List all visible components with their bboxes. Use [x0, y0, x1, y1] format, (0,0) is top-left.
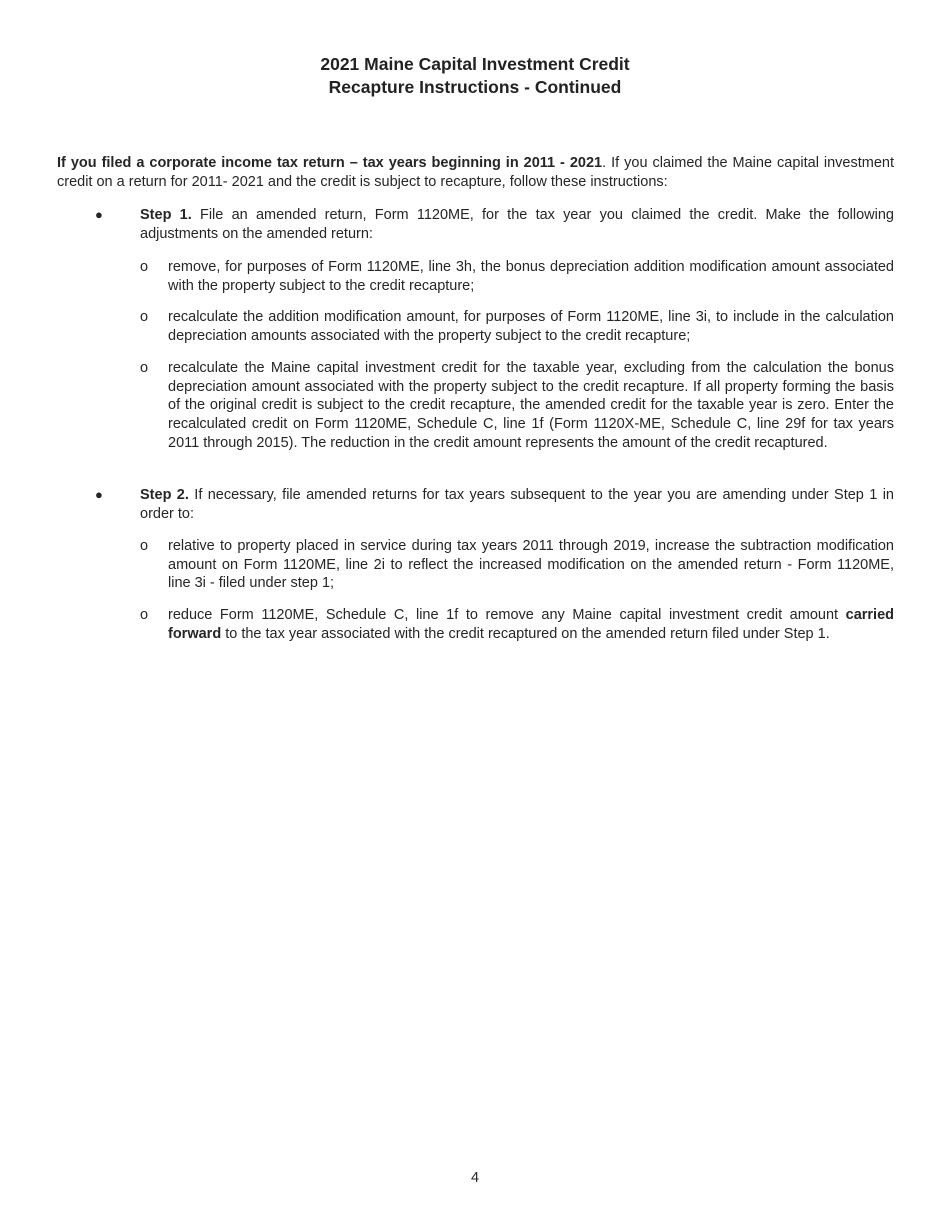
- intro-bold-lead: If you filed a corporate income tax return – tax years beginning in 2011 - 2021: [57, 155, 603, 171]
- step-1-text: File an amended return, Form 1120ME, for the tax year you claimed the credit. Make the following adjustments on the amended return:: [140, 207, 894, 242]
- page-title: [0, 53, 950, 98]
- sub-bullet-icon: o: [140, 309, 149, 325]
- step-2: [95, 486, 894, 523]
- sub-bullet-icon: o: [140, 259, 149, 275]
- bullet-icon: ●: [95, 487, 103, 502]
- step-1-subitem-1: [140, 258, 894, 295]
- sub-bullet-icon: o: [140, 538, 149, 554]
- subitem-text-before: reduce Form 1120ME, Schedule C, line 1f to remove any Maine capital investment credit amount: [168, 607, 846, 623]
- step-2-subitem-1: [140, 537, 894, 593]
- step-1-label: Step 1.: [140, 207, 192, 223]
- step-2-text: If necessary, file amended returns for tax years subsequent to the year you are amending under Step 1 in order to:: [140, 487, 894, 522]
- subitem-text-after: to the tax year associated with the credit recaptured on the amended return filed under Step 1.: [221, 625, 830, 642]
- sub-bullet-icon: o: [140, 360, 149, 376]
- page-title-line-2: Recapture Instructions - Continued: [328, 76, 622, 97]
- subitem-text: recalculate the addition modification amount, for purposes of Form 1120ME, line 3i, to include in the calculation depreciation amounts associated with the property subject to the credit recapture;: [168, 309, 894, 344]
- intro-paragraph: [57, 154, 894, 191]
- subitem-text: remove, for purposes of Form 1120ME, line 3h, the bonus depreciation addition modification amount associated with the property subject to the credit recapture;: [168, 259, 894, 294]
- page-title-line-1: 2021 Maine Capital Investment Credit: [320, 54, 630, 74]
- subitem-text: recalculate the Maine capital investment credit for the taxable year, excluding from the calculation the bonus depreciation amount associated with the property subject to the credit recapture. If all property forming the basis of the original credit is subject to the credit recapture, the amended credit for the taxable year is zero. Enter the recalculated credit on Form 1120ME, Schedule C, line 1f (Form 1120X-ME, Schedule C, line 29f for tax years 2011 through 2015). The reduction in the credit amount represents the amount of the credit recaptured.: [168, 360, 894, 451]
- bullet-icon: ●: [95, 207, 103, 222]
- subitem-text: relative to property placed in service during tax years 2011 through 2019, increase the subtraction modification amount on Form 1120ME, line 2i to reflect the increased modification on the amended return - Form 1120ME, line 3i - filed under step 1;: [168, 538, 894, 592]
- step-1: [95, 206, 894, 243]
- step-1-subitem-3: [140, 359, 894, 453]
- subitem-bold-text: carried forward: [168, 607, 894, 642]
- step-2-label: Step 2.: [140, 487, 189, 503]
- page-number: 4: [470, 1170, 480, 1186]
- intro-text: . If you claimed the Maine capital investment credit on a return for 2011- 2021 and the credit is subject to recapture, follow these instructions:: [57, 155, 894, 190]
- sub-bullet-icon: o: [140, 607, 149, 623]
- step-2-subitem-2: [140, 606, 894, 643]
- step-1-subitem-2: [140, 308, 894, 345]
